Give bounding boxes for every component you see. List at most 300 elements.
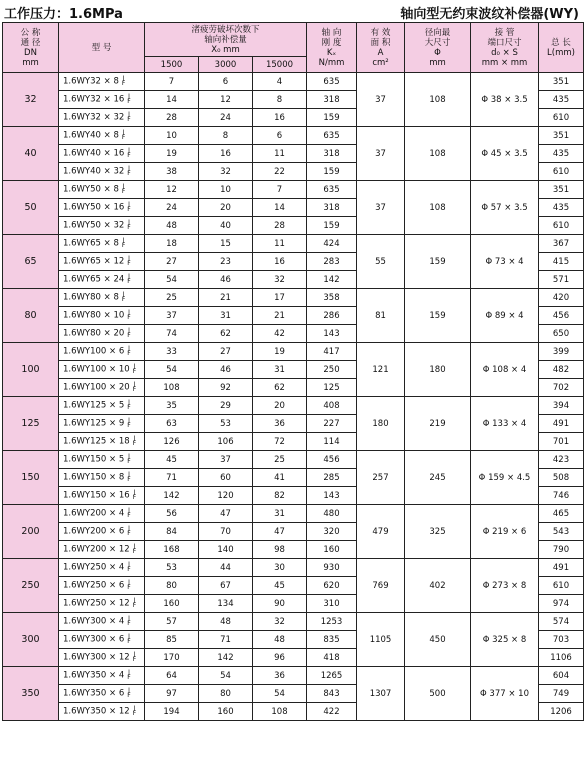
x0-15000-cell: 21	[253, 307, 307, 325]
x0-3000-cell: 12	[199, 91, 253, 109]
suffix-letter: J	[133, 597, 136, 605]
x0-1500-cell: 28	[145, 109, 199, 127]
col-pipe-line4: mm × mm	[481, 57, 528, 68]
length-cell: 574	[539, 613, 584, 631]
stiffness-cell: 417	[307, 343, 357, 361]
model-cell: 1.6WY250 × 6 J F	[59, 577, 145, 595]
stiffness-cell: 1253	[307, 613, 357, 631]
x0-1500-cell: 85	[145, 631, 199, 649]
dn-cell: 32	[3, 73, 59, 127]
stiffness-cell: 456	[307, 451, 357, 469]
suffix-letter: F	[127, 170, 131, 178]
x0-1500-cell: 54	[145, 361, 199, 379]
length-cell: 351	[539, 181, 584, 199]
suffix-letter: J	[128, 309, 130, 317]
radial-cell: 245	[405, 451, 471, 505]
col-header-model: 型 号	[59, 23, 145, 73]
model-cell: 1.6WY50 × 8 J F	[59, 181, 145, 199]
suffix-letter: F	[132, 368, 137, 376]
stiffness-cell: 286	[307, 307, 357, 325]
x0-15000-cell: 16	[253, 253, 307, 271]
length-cell: 399	[539, 343, 584, 361]
model-cell: 1.6WY50 × 16 J F	[59, 199, 145, 217]
x0-1500-cell: 194	[145, 703, 199, 721]
table-row	[3, 289, 584, 307]
jf-suffix	[127, 418, 130, 428]
jf-suffix	[127, 346, 130, 356]
suffix-letter: F	[127, 98, 131, 106]
model-cell: 1.6WY100 × 10 J F	[59, 361, 145, 379]
suffix-letter: J	[128, 561, 130, 569]
x0-15000-cell: 90	[253, 595, 307, 613]
jf-suffix	[127, 220, 130, 230]
x0-15000-cell: 22	[253, 163, 307, 181]
jf-suffix	[127, 616, 130, 626]
table-row	[3, 667, 584, 685]
x0-15000-cell: 48	[253, 631, 307, 649]
x0-1500-cell: 63	[145, 415, 199, 433]
x0-3000-cell: 16	[199, 145, 253, 163]
x0-3000-cell: 24	[199, 109, 253, 127]
x0-1500-cell: 160	[145, 595, 199, 613]
suffix-letter: F	[132, 602, 137, 610]
radial-cell: 159	[405, 235, 471, 289]
col-radial-line4: mm	[429, 57, 446, 68]
suffix-letter: J	[128, 165, 130, 173]
suffix-letter: F	[127, 674, 131, 682]
col-header-dn	[3, 23, 59, 73]
area-cell: 37	[357, 127, 405, 181]
x0-15000-cell: 42	[253, 325, 307, 343]
model-cell: 1.6WY100 × 6 J F	[59, 343, 145, 361]
dn-cell: 50	[3, 181, 59, 235]
suffix-letter: F	[132, 656, 137, 664]
x0-1500-cell: 14	[145, 91, 199, 109]
pipe-cell: Φ 57 × 3.5	[471, 181, 539, 235]
stiffness-cell: 318	[307, 199, 357, 217]
col-pipe-line1: 接 管	[494, 27, 515, 38]
x0-1500-cell: 126	[145, 433, 199, 451]
suffix-letter: F	[132, 548, 137, 556]
stiffness-cell: 159	[307, 109, 357, 127]
x0-3000-cell: 21	[199, 289, 253, 307]
stiffness-cell: 408	[307, 397, 357, 415]
suffix-letter: J	[128, 255, 130, 263]
pipe-cell: Φ 159 × 4.5	[471, 451, 539, 505]
suffix-letter: J	[133, 489, 136, 497]
length-cell: 420	[539, 289, 584, 307]
suffix-letter: F	[127, 476, 131, 484]
area-cell: 81	[357, 289, 405, 343]
jf-suffix	[127, 274, 130, 284]
x0-3000-cell: 8	[199, 127, 253, 145]
suffix-letter: F	[127, 116, 131, 124]
x0-3000-cell: 53	[199, 415, 253, 433]
x0-15000-cell: 47	[253, 523, 307, 541]
jf-suffix	[133, 598, 136, 608]
jf-suffix	[122, 76, 125, 86]
jf-suffix	[127, 634, 130, 644]
model-cell: 1.6WY150 × 8 J F	[59, 469, 145, 487]
stiffness-cell: 422	[307, 703, 357, 721]
suffix-letter: J	[133, 705, 136, 713]
x0-1500-cell: 37	[145, 307, 199, 325]
suffix-letter: F	[127, 692, 131, 700]
x0-1500-cell: 84	[145, 523, 199, 541]
x0-3000-cell: 60	[199, 469, 253, 487]
suffix-letter: J	[122, 75, 125, 83]
col-dn-line1: 公 称	[20, 27, 41, 38]
suffix-letter: F	[127, 152, 131, 160]
x0-1500-cell: 64	[145, 667, 199, 685]
stiffness-cell: 635	[307, 73, 357, 91]
stiffness-cell: 114	[307, 433, 357, 451]
x0-3000-cell: 70	[199, 523, 253, 541]
jf-suffix	[122, 292, 125, 302]
area-cell: 479	[357, 505, 405, 559]
x0-1500-cell: 45	[145, 451, 199, 469]
jf-suffix	[133, 490, 136, 500]
radial-cell: 500	[405, 667, 471, 721]
col-area-line1: 有 效	[370, 27, 391, 38]
model-cell: 1.6WY200 × 12 J F	[59, 541, 145, 559]
x0-3000-cell: 120	[199, 487, 253, 505]
pipe-cell: Φ 89 × 4	[471, 289, 539, 343]
x0-15000-cell: 62	[253, 379, 307, 397]
col-fatigue-line2: 轴向补偿量	[204, 34, 247, 45]
suffix-letter: J	[128, 507, 130, 515]
length-cell: 351	[539, 73, 584, 91]
stiffness-cell: 143	[307, 325, 357, 343]
col-stiffness-line1: 轴 向	[321, 27, 342, 38]
col-header-area	[357, 23, 405, 73]
col-radial-line2: 大尺寸	[424, 37, 451, 48]
x0-3000-cell: 47	[199, 505, 253, 523]
suffix-letter: J	[128, 273, 130, 281]
jf-suffix	[133, 544, 136, 554]
area-cell: 55	[357, 235, 405, 289]
table-row	[3, 397, 584, 415]
length-cell: 571	[539, 271, 584, 289]
suffix-letter: F	[127, 422, 131, 430]
table-row	[3, 73, 584, 91]
suffix-letter: J	[133, 381, 136, 389]
x0-1500-cell: 33	[145, 343, 199, 361]
area-cell: 1105	[357, 613, 405, 667]
length-cell: 790	[539, 541, 584, 559]
suffix-letter: F	[121, 134, 126, 142]
dn-cell: 150	[3, 451, 59, 505]
pipe-cell: Φ 219 × 6	[471, 505, 539, 559]
x0-1500-cell: 12	[145, 181, 199, 199]
suffix-letter: J	[128, 147, 130, 155]
length-cell: 610	[539, 577, 584, 595]
model-cell: 1.6WY65 × 12 J F	[59, 253, 145, 271]
x0-15000-cell: 31	[253, 361, 307, 379]
col-radial-line3: Φ	[434, 47, 441, 58]
dn-cell: 125	[3, 397, 59, 451]
col-fatigue-line3: X₀ mm	[211, 44, 240, 55]
suffix-letter: F	[121, 188, 126, 196]
model-cell: 1.6WY65 × 8 J F	[59, 235, 145, 253]
jf-suffix	[127, 148, 130, 158]
x0-15000-cell: 17	[253, 289, 307, 307]
length-cell: 351	[539, 127, 584, 145]
x0-1500-cell: 18	[145, 235, 199, 253]
stiffness-cell: 159	[307, 163, 357, 181]
pipe-cell: Φ 45 × 3.5	[471, 127, 539, 181]
suffix-letter: F	[127, 206, 131, 214]
stiffness-cell: 285	[307, 469, 357, 487]
x0-3000-cell: 106	[199, 433, 253, 451]
page-title: 轴向型无约束波纹补偿器(WY)	[400, 7, 579, 22]
x0-1500-cell: 142	[145, 487, 199, 505]
x0-3000-cell: 160	[199, 703, 253, 721]
suffix-letter: F	[132, 440, 137, 448]
working-pressure-label: 工作压力：1.6MPa	[4, 7, 123, 22]
model-cell: 1.6WY250 × 12 J F	[59, 595, 145, 613]
suffix-letter: F	[127, 350, 131, 358]
x0-1500-cell: 54	[145, 271, 199, 289]
stiffness-cell: 125	[307, 379, 357, 397]
suffix-letter: J	[128, 417, 130, 425]
col-header-pipe	[471, 23, 539, 73]
model-cell: 1.6WY32 × 32 J F	[59, 109, 145, 127]
radial-cell: 108	[405, 127, 471, 181]
stiffness-cell: 250	[307, 361, 357, 379]
length-cell: 610	[539, 109, 584, 127]
x0-1500-cell: 48	[145, 217, 199, 235]
model-cell: 1.6WY80 × 10 J F	[59, 307, 145, 325]
length-cell: 423	[539, 451, 584, 469]
x0-1500-cell: 108	[145, 379, 199, 397]
model-cell: 1.6WY80 × 20 J F	[59, 325, 145, 343]
x0-1500-cell: 97	[145, 685, 199, 703]
x0-3000-cell: 92	[199, 379, 253, 397]
x0-3000-cell: 20	[199, 199, 253, 217]
jf-suffix	[127, 454, 130, 464]
model-cell: 1.6WY125 × 9 J F	[59, 415, 145, 433]
pipe-cell: Φ 325 × 8	[471, 613, 539, 667]
x0-3000-cell: 142	[199, 649, 253, 667]
length-cell: 435	[539, 199, 584, 217]
model-cell: 1.6WY80 × 8 J F	[59, 289, 145, 307]
length-cell: 465	[539, 505, 584, 523]
dn-cell: 200	[3, 505, 59, 559]
jf-suffix	[127, 328, 130, 338]
dn-cell: 100	[3, 343, 59, 397]
jf-suffix	[133, 382, 136, 392]
area-cell: 257	[357, 451, 405, 505]
x0-1500-cell: 10	[145, 127, 199, 145]
pipe-cell: Φ 273 × 8	[471, 559, 539, 613]
stiffness-cell: 1265	[307, 667, 357, 685]
suffix-letter: F	[121, 296, 126, 304]
suffix-letter: F	[127, 260, 131, 268]
col-header-15000: 15000	[253, 57, 307, 73]
radial-cell: 450	[405, 613, 471, 667]
x0-1500-cell: 24	[145, 199, 199, 217]
x0-3000-cell: 31	[199, 307, 253, 325]
jf-suffix	[127, 400, 130, 410]
suffix-letter: J	[128, 525, 130, 533]
col-dn-line2: 通 径	[20, 37, 41, 48]
suffix-letter: J	[133, 651, 136, 659]
length-cell: 491	[539, 415, 584, 433]
x0-3000-cell: 140	[199, 541, 253, 559]
stiffness-cell: 310	[307, 595, 357, 613]
x0-15000-cell: 6	[253, 127, 307, 145]
model-cell: 1.6WY32 × 8 J F	[59, 73, 145, 91]
suffix-letter: J	[128, 399, 130, 407]
table-row	[3, 613, 584, 631]
length-cell: 746	[539, 487, 584, 505]
model-cell: 1.6WY125 × 5 J F	[59, 397, 145, 415]
stiffness-cell: 320	[307, 523, 357, 541]
area-cell: 180	[357, 397, 405, 451]
stiffness-cell: 635	[307, 181, 357, 199]
x0-15000-cell: 8	[253, 91, 307, 109]
x0-15000-cell: 20	[253, 397, 307, 415]
suffix-letter: J	[128, 111, 130, 119]
x0-3000-cell: 80	[199, 685, 253, 703]
suffix-letter: J	[128, 219, 130, 227]
stiffness-cell: 283	[307, 253, 357, 271]
suffix-letter: J	[133, 363, 136, 371]
suffix-letter: F	[127, 512, 131, 520]
length-cell: 508	[539, 469, 584, 487]
x0-3000-cell: 48	[199, 613, 253, 631]
radial-cell: 108	[405, 181, 471, 235]
length-cell: 650	[539, 325, 584, 343]
model-cell: 1.6WY65 × 24 J F	[59, 271, 145, 289]
suffix-letter: J	[122, 183, 125, 191]
pipe-cell: Φ 73 × 4	[471, 235, 539, 289]
stiffness-cell: 318	[307, 91, 357, 109]
length-cell: 482	[539, 361, 584, 379]
stiffness-cell: 620	[307, 577, 357, 595]
suffix-letter: J	[128, 615, 130, 623]
x0-3000-cell: 54	[199, 667, 253, 685]
length-cell: 701	[539, 433, 584, 451]
stiffness-cell: 930	[307, 559, 357, 577]
length-cell: 491	[539, 559, 584, 577]
jf-suffix	[127, 202, 130, 212]
col-header-fatigue	[145, 23, 307, 57]
x0-15000-cell: 14	[253, 199, 307, 217]
x0-1500-cell: 71	[145, 469, 199, 487]
x0-1500-cell: 168	[145, 541, 199, 559]
col-area-line3: A	[377, 47, 384, 58]
x0-1500-cell: 19	[145, 145, 199, 163]
suffix-letter: F	[121, 80, 126, 88]
col-header-stiffness	[307, 23, 357, 73]
stiffness-cell: 227	[307, 415, 357, 433]
model-cell: 1.6WY350 × 4 J F	[59, 667, 145, 685]
table-row	[3, 181, 584, 199]
x0-3000-cell: 46	[199, 361, 253, 379]
model-cell: 1.6WY32 × 16 J F	[59, 91, 145, 109]
stiffness-cell: 358	[307, 289, 357, 307]
jf-suffix	[133, 706, 136, 716]
x0-1500-cell: 53	[145, 559, 199, 577]
area-cell: 1307	[357, 667, 405, 721]
area-cell: 121	[357, 343, 405, 397]
radial-cell: 325	[405, 505, 471, 559]
model-cell: 1.6WY50 × 32 J F	[59, 217, 145, 235]
jf-suffix	[122, 238, 125, 248]
jf-suffix	[133, 652, 136, 662]
model-cell: 1.6WY100 × 20 J F	[59, 379, 145, 397]
radial-cell: 180	[405, 343, 471, 397]
length-cell: 974	[539, 595, 584, 613]
stiffness-cell: 143	[307, 487, 357, 505]
suffix-letter: J	[128, 453, 130, 461]
jf-suffix	[127, 688, 130, 698]
jf-suffix	[127, 112, 130, 122]
col-area-line2: 面 积	[370, 37, 391, 48]
x0-15000-cell: 28	[253, 217, 307, 235]
col-pipe-line3: d₀ × S	[491, 47, 518, 58]
suffix-letter: F	[127, 638, 131, 646]
col-header-length	[539, 23, 584, 73]
suffix-letter: F	[132, 710, 137, 718]
suffix-letter: J	[128, 327, 130, 335]
x0-15000-cell: 31	[253, 505, 307, 523]
length-cell: 610	[539, 163, 584, 181]
x0-3000-cell: 134	[199, 595, 253, 613]
suffix-letter: J	[128, 345, 130, 353]
suffix-letter: F	[132, 494, 137, 502]
col-header-1500: 1500	[145, 57, 199, 73]
dn-cell: 65	[3, 235, 59, 289]
area-cell: 37	[357, 73, 405, 127]
table-row	[3, 451, 584, 469]
stiffness-cell: 843	[307, 685, 357, 703]
x0-15000-cell: 19	[253, 343, 307, 361]
suffix-letter: F	[127, 458, 131, 466]
x0-1500-cell: 57	[145, 613, 199, 631]
x0-1500-cell: 170	[145, 649, 199, 667]
x0-1500-cell: 25	[145, 289, 199, 307]
jf-suffix	[127, 562, 130, 572]
jf-suffix	[127, 508, 130, 518]
suffix-letter: F	[127, 314, 131, 322]
jf-suffix	[127, 256, 130, 266]
stiffness-cell: 418	[307, 649, 357, 667]
radial-cell: 402	[405, 559, 471, 613]
suffix-letter: F	[121, 242, 126, 250]
suffix-letter: F	[127, 224, 131, 232]
dn-cell: 80	[3, 289, 59, 343]
jf-suffix	[127, 472, 130, 482]
x0-15000-cell: 54	[253, 685, 307, 703]
length-cell: 1206	[539, 703, 584, 721]
table-row	[3, 505, 584, 523]
x0-3000-cell: 15	[199, 235, 253, 253]
length-cell: 703	[539, 631, 584, 649]
x0-15000-cell: 36	[253, 667, 307, 685]
model-cell: 1.6WY350 × 6 J F	[59, 685, 145, 703]
suffix-letter: J	[133, 543, 136, 551]
x0-15000-cell: 32	[253, 613, 307, 631]
x0-15000-cell: 98	[253, 541, 307, 559]
x0-15000-cell: 7	[253, 181, 307, 199]
x0-1500-cell: 80	[145, 577, 199, 595]
length-cell: 749	[539, 685, 584, 703]
x0-3000-cell: 67	[199, 577, 253, 595]
x0-3000-cell: 23	[199, 253, 253, 271]
